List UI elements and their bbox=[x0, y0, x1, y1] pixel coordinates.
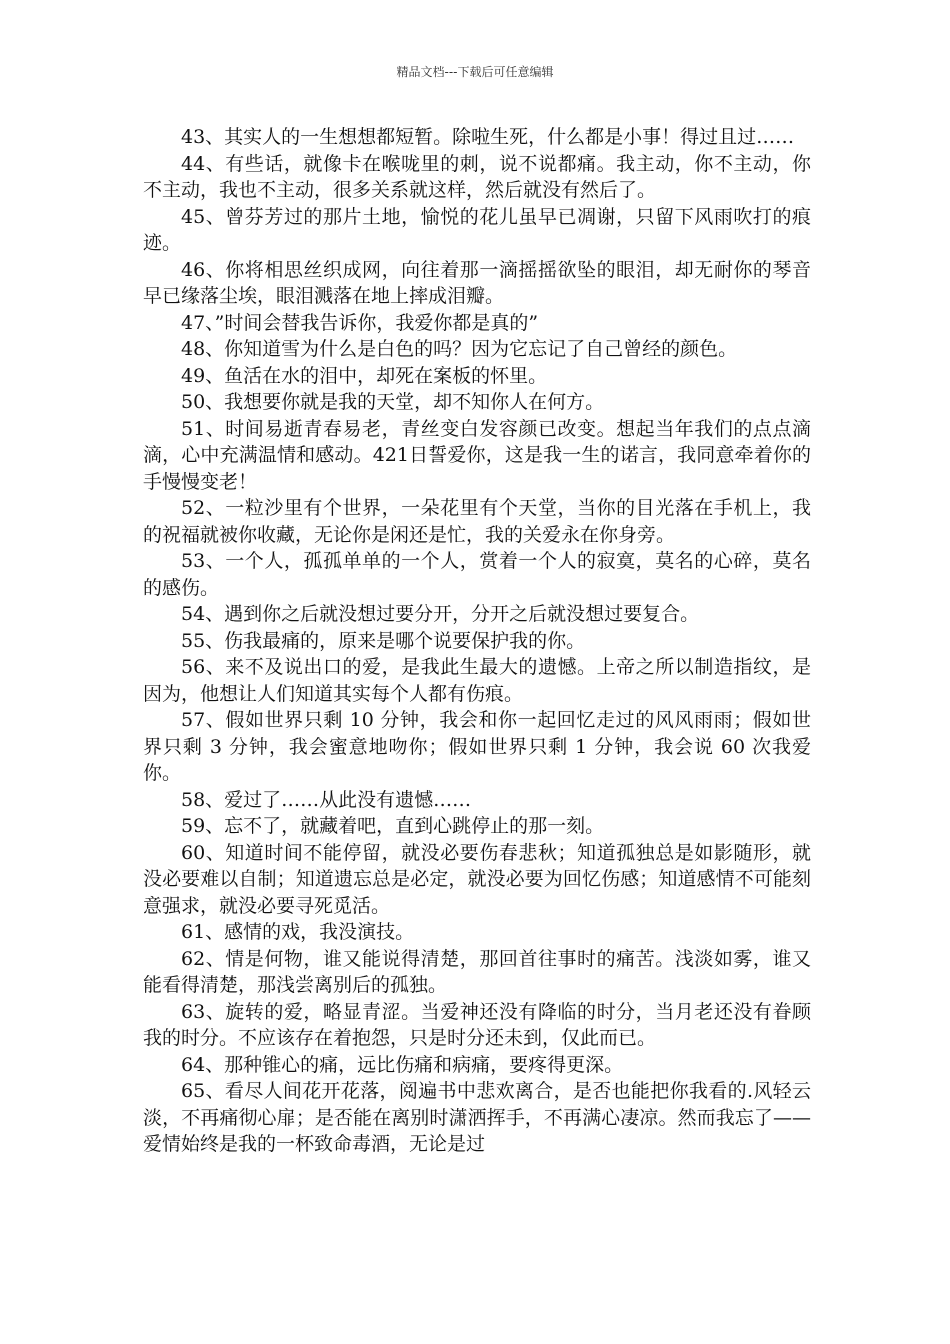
paragraph-53: 53、一个人，孤孤单单的一个人，赏着一个人的寂寞，莫名的心碎，莫名的感伤。 bbox=[143, 550, 811, 599]
paragraph-56: 56、来不及说出口的爱，是我此生最大的遗憾。上帝之所以制造指纹，是因为，他想让人们知道其实每个人都有伤痕。 bbox=[143, 656, 811, 705]
paragraph-46: 46、你将相思丝织成网，向往着那一滴摇摇欲坠的眼泪，却无耐你的琴音早已缘落尘埃，眼泪溅落在地上摔成泪瓣。 bbox=[143, 258, 811, 307]
paragraph-51: 51、时间易逝青春易老，青丝变白发容颜已改变。想起当年我们的点点滴滴，心中充满温情和感动。421日誓爱你，这是我一生的诺言，我同意牵着你的手慢慢变老！ bbox=[143, 417, 811, 493]
paragraph-45: 45、曾芬芳过的那片土地，愉悦的花儿虽早已凋谢，只留下风雨吹打的痕迹。 bbox=[143, 205, 811, 254]
paragraph-62: 62、情是何物，谁又能说得清楚，那回首往事时的痛苦。浅淡如雾，谁又能看得清楚，那浅尝离别后的孤独。 bbox=[143, 947, 811, 996]
document-body bbox=[143, 124, 811, 1158]
paragraph-47: 47、”时间会替我告诉你，我爱你都是真的” bbox=[181, 311, 539, 334]
paragraph-64: 64、那种锥心的痛，远比伤痛和病痛，要疼得更深。 bbox=[181, 1053, 624, 1076]
paragraph-43: 43、其实人的一生想想都短暂。除啦生死，什么都是小事！得过且过…… bbox=[181, 126, 795, 148]
paragraph-65: 65、看尽人间花开花落，阅遍书中悲欢离合，是否也能把你我看的.风轻云淡，不再痛彻心扉；是否能在离别时潇洒挥手，不再满心凄凉。然而我忘了——爱情始终是我的一杯致命毒酒，无论是过 bbox=[143, 1080, 811, 1155]
page-header: 精品文档---下载后可任意编辑 bbox=[396, 65, 554, 79]
paragraph-61: 61、感情的戏，我没演技。 bbox=[181, 921, 415, 943]
paragraph-63: 63、旋转的爱，略显青涩。当爱神还没有降临的时分，当月老还没有眷顾我的时分。不应该存在着抱怨，只是时分还未到，仅此而已。 bbox=[143, 1000, 811, 1049]
paragraph-57: 57、假如世界只剩 10 分钟，我会和你一起回忆走过的风风雨雨；假如世界只剩 3 分钟，我会蜜意地吻你；假如世界只剩 1 分钟，我会说 60 次我爱你。 bbox=[143, 709, 811, 784]
paragraph-44: 44、有些话，就像卡在喉咙里的刺，说不说都痛。我主动，你不主动，你不主动，我也不主动，很多关系就这样，然后就没有然后了。 bbox=[143, 152, 811, 201]
paragraph-59: 59、忘不了，就藏着吧，直到心跳停止的那一刻。 bbox=[181, 815, 605, 837]
paragraph-48: 48、你知道雪为什么是白色的吗？因为它忘记了自己曾经的颜色。 bbox=[181, 338, 738, 360]
paragraph-60: 60、知道时间不能停留，就没必要伤春悲秋；知道孤独总是如影随形，就没必要难以自制；知道遗忘总是必定，就没必要为回忆伤感；知道感情不可能刻意强求，就没必要寻死觅活。 bbox=[143, 841, 811, 917]
paragraph-49: 49、鱼活在水的泪中，却死在案板的怀里。 bbox=[181, 364, 548, 387]
paragraph-50: 50、我想要你就是我的天堂，却不知你人在何方。 bbox=[181, 391, 605, 413]
paragraph-58: 58、爱过了……从此没有遗憾…… bbox=[181, 788, 472, 811]
paragraph-52: 52、一粒沙里有个世界，一朵花里有个天堂，当你的目光落在手机上，我的祝福就被你收藏，无论你是闲还是忙，我的关爱永在你身旁。 bbox=[143, 497, 811, 546]
paragraph-55: 55、伤我最痛的，原来是哪个说要保护我的你。 bbox=[181, 629, 586, 652]
paragraph-54: 54、遇到你之后就没想过要分开，分开之后就没想过要复合。 bbox=[181, 603, 700, 625]
